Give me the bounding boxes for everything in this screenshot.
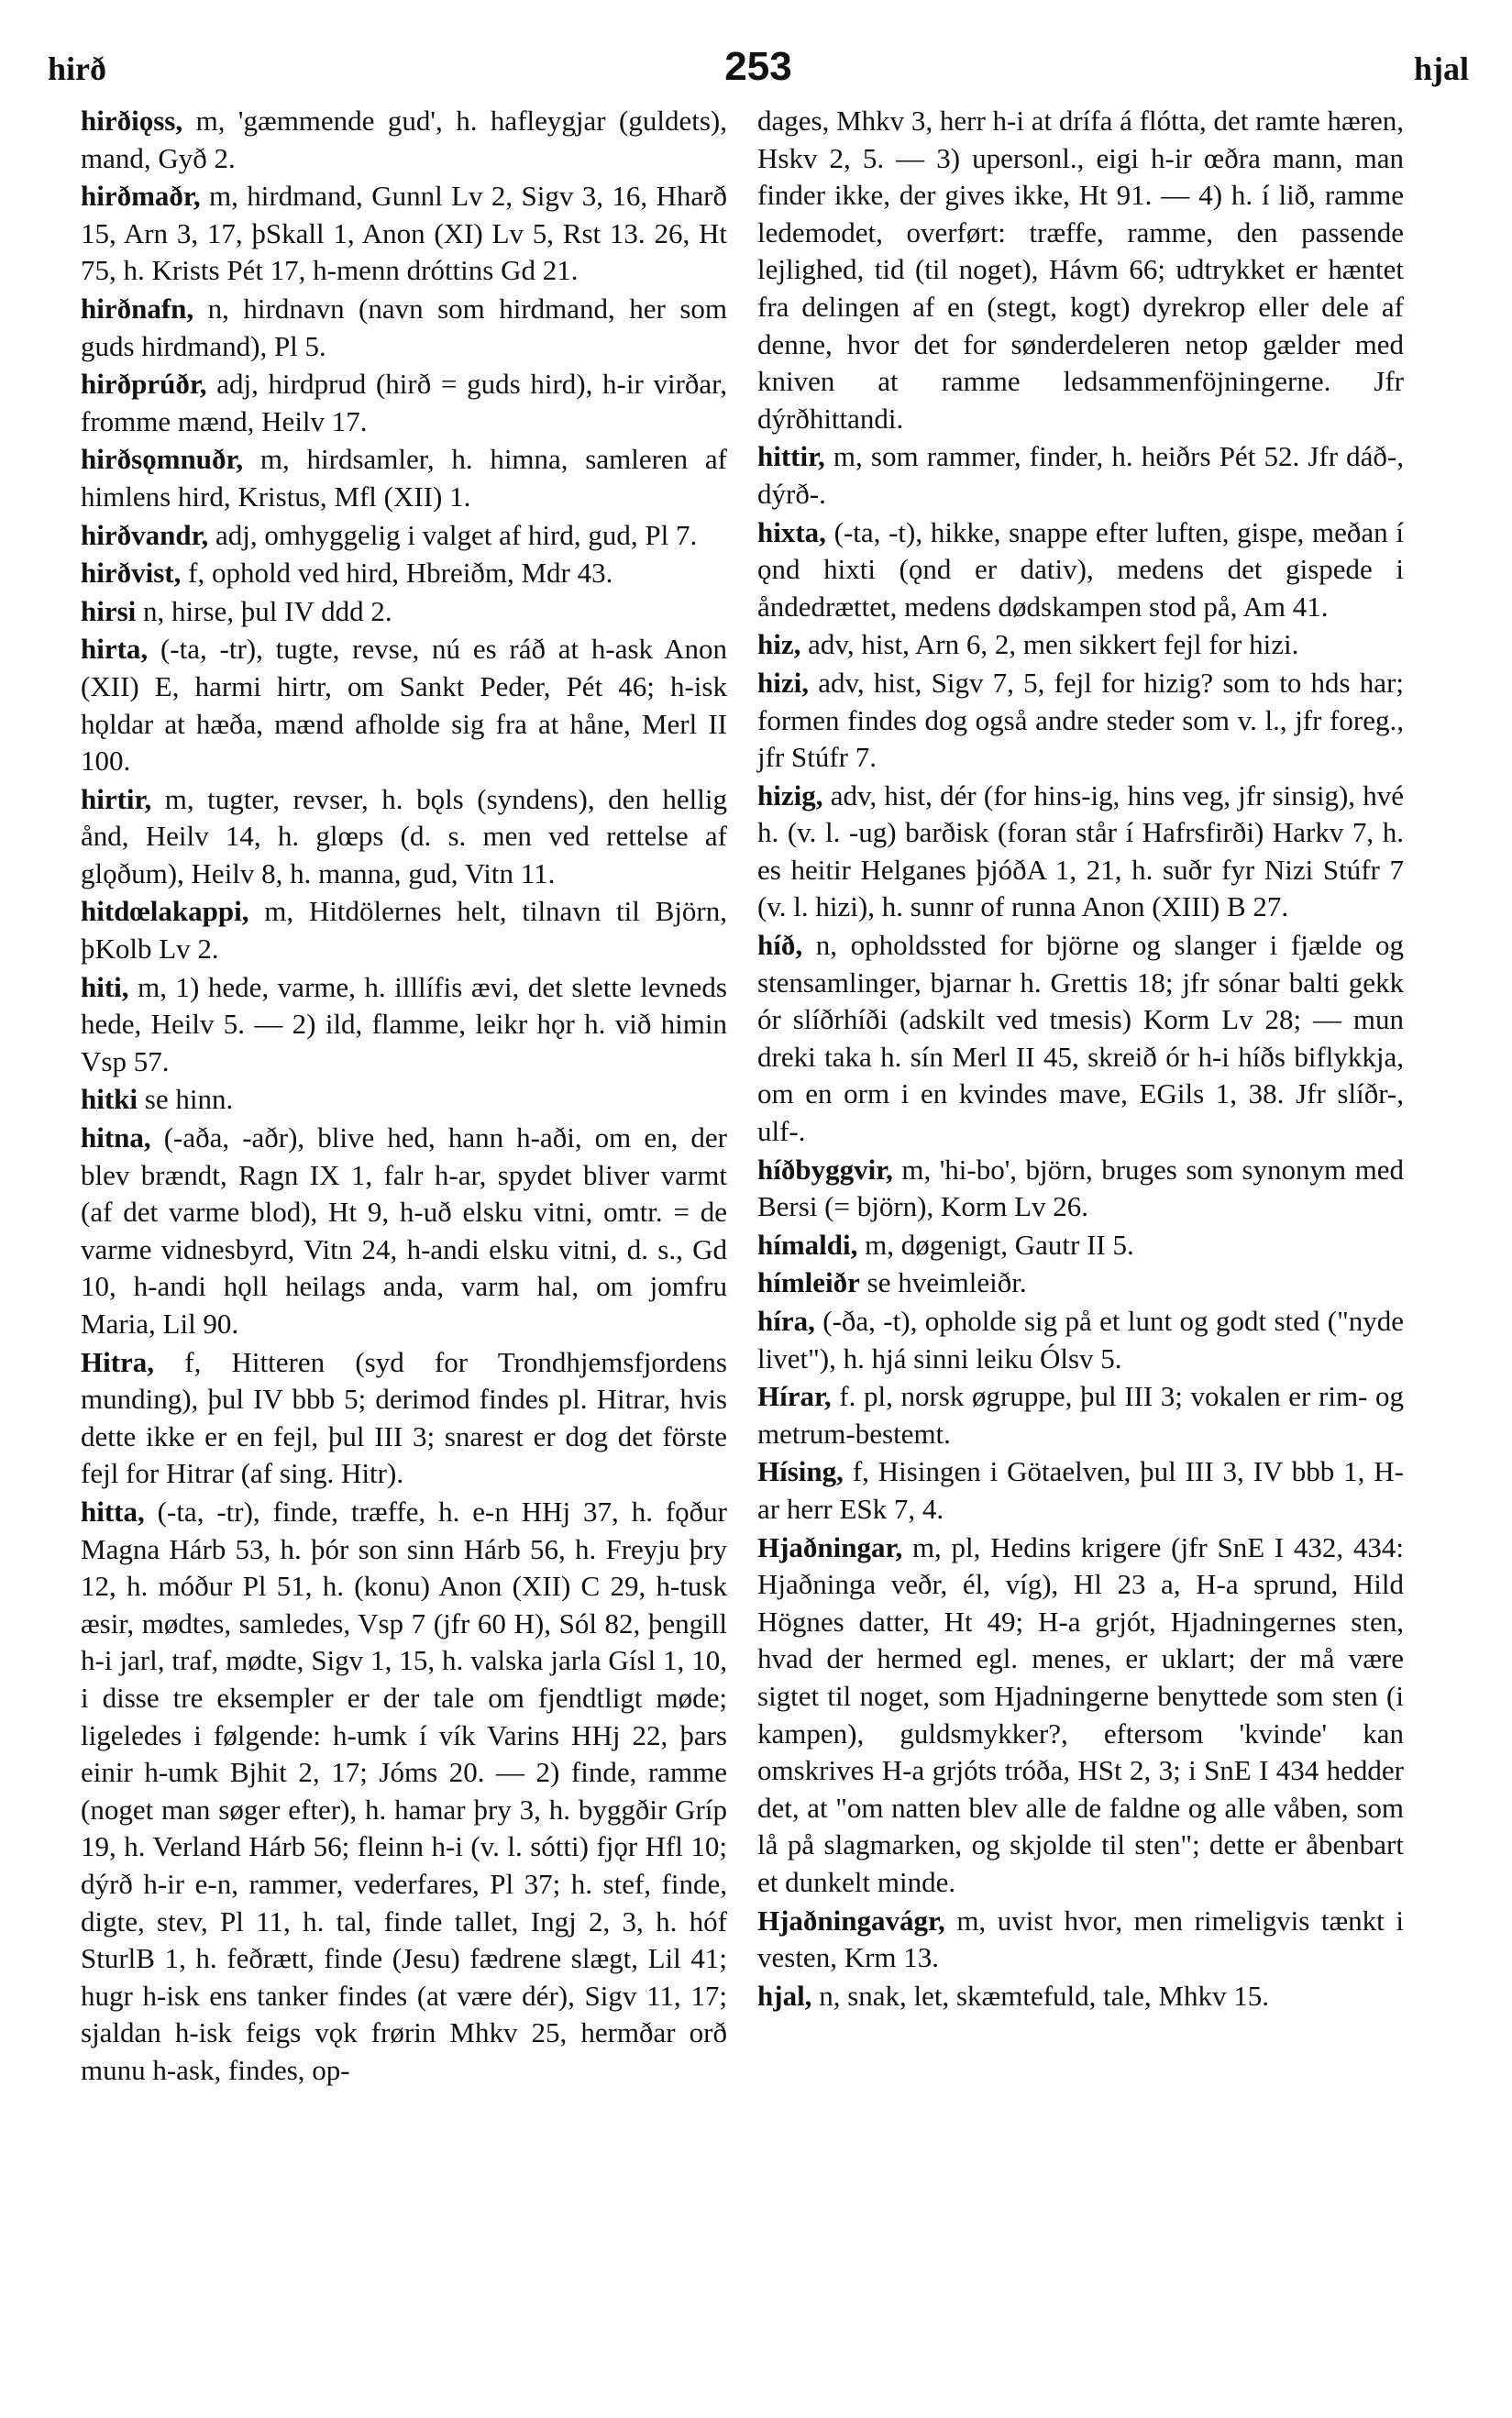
dictionary-entry [757, 103, 1404, 437]
dictionary-entry [757, 665, 1404, 777]
entry-headword: hirðsǫmnuðr, [81, 443, 244, 476]
entry-definition: (-ta, -tr), finde, træffe, h. e-n HHj 37, h. fǫður Magna Hárb 53, h. þór son sinn Hárb 56, h. Freyju þry 12, h. móður Pl 51, h. (konu) Anon (XII) C 29, h-tusk æsir, mødtes, samledes, Vsp 7 (jfr 60 H), Sól 82, þengill h-i jarl, traf, mødte, Sigv 1, 15, h. valska jarla Gísl 1, 10, i disse tre eksempler er der tale om fjendtligt møde; ligeledes i følgende: h-umk í vík Varins HHj 22, þars einir h-umk Bjhit 2, 17; Jóms 20. — 2) finde, ramme (noget man søger efter), h. hamar þry 3, h. byggðir Gríp 19, h. Verland Hárb 56; fleinn h-i (v. l. sótti) fjǫr Hfl 10; dýrð h-ir e-n, rammer, vederfares, Pl 37; h. stef, finde, digte, stev, Pl 11, h. tal, finde tallet, Ingj 2, 3, h. hóf SturlB 1, h. feðrætt, finde (Jesu) fædrene slægt, Lil 41; hugr h-isk ens tanker findes (at være dér), Sigv 11, 17; sjaldan h-isk feigs vǫk frørin Mhkv 25, hermðar orð munu h-ask, findes, op- [81, 1495, 728, 2086]
entry-definition: adj, hirdprud (hirð = guds hird), h-ir virðar, fromme mænd, Heilv 17. [81, 368, 728, 437]
page-header [48, 44, 1469, 90]
entry-headword: hímleiðr [757, 1266, 860, 1299]
dictionary-entry [81, 969, 727, 1081]
dictionary-entry [81, 781, 727, 893]
entry-headword: Hitra, [81, 1345, 155, 1378]
dictionary-entry [81, 893, 727, 967]
entry-definition: m, 1) hede, varme, h. illlífis ævi, det slette levneds hede, Heilv 5. — 2) ild, flamme, leikr hǫr h. við himin Vsp 57. [81, 970, 727, 1077]
entry-headword: hirtir, [81, 782, 152, 815]
dictionary-entry [81, 1494, 727, 2090]
dictionary-entry [757, 1453, 1404, 1528]
entry-definition: adj, omhyggelig i valget af hird, gud, Pl 7. [215, 518, 698, 551]
dictionary-entry [81, 631, 727, 779]
entry-headword: hiz, [757, 628, 801, 661]
entry-headword: hirðvist, [81, 557, 182, 590]
entry-definition: (-ta, -tr), tugte, revse, nú es ráð at h-ask Anon (XII) E, harmi hirtr, om Sankt Peder, Pét 46; h-isk hǫldar at hæða, mænd afholde sig fra at håne, Merl II 100. [81, 633, 728, 778]
entry-headword: hitta, [81, 1495, 145, 1528]
entry-headword: híðbyggvir, [757, 1153, 893, 1186]
entry-definition: m, uvist hvor, men rimeligvis tænkt i vesten, Krm 13. [757, 1904, 1404, 1974]
dictionary-entry [757, 778, 1404, 926]
dictionary-entry [757, 1264, 1404, 1302]
entry-headword: Hjaðningavágr, [757, 1904, 945, 1937]
entry-definition: f. pl, norsk øgruppe, þul III 3; vokalen er rim- og metrum-bestemt. [757, 1380, 1405, 1450]
entry-headword: hirðiǫss, [81, 105, 183, 137]
dictionary-entry [757, 1378, 1404, 1452]
left-column [81, 103, 727, 2090]
entry-definition: m, døgenigt, Gautr II 5. [865, 1228, 1134, 1261]
entry-definition: n, opholdssted for björne og slanger i fjælde og stensamlinger, bjarnar h. Grettis 18; jfr sónar balti gekk ór slíðrhíði (adskilt ved tmesis) Korm Lv 28; — mun dreki taka h. sín Merl II 45, skreið ór h-i híðs biflykkja, om en orm i en kvindes mave, EGils 1, 38. Jfr slíðr-, ulf-. [757, 929, 1404, 1148]
dictionary-entry [757, 514, 1404, 626]
entry-headword: hirðnafn, [81, 292, 194, 325]
dictionary-entry [757, 1903, 1404, 1977]
entry-headword: hittir, [757, 440, 825, 473]
dictionary-entry [757, 438, 1404, 513]
dictionary-entry [81, 555, 727, 592]
entry-definition: m, som rammer, finder, h. heiðrs Pét 52. Jfr dáð-, dýrð-. [757, 440, 1404, 510]
entry-headword: Hírar, [757, 1380, 832, 1413]
entry-headword: hirðprúðr, [81, 368, 207, 401]
entry-headword: hixta, [757, 515, 826, 548]
entry-headword: hizi, [757, 666, 809, 699]
dictionary-entry [757, 1303, 1404, 1377]
entry-definition: m, 'hi-bo', björn, bruges som synonym med Bersi (= björn), Korm Lv 26. [757, 1153, 1405, 1223]
entry-definition: n, hirdnavn (navn som hirdmand, her som guds hirdmand), Pl 5. [81, 292, 728, 362]
dictionary-entry [81, 366, 727, 440]
entry-headword: hizig, [757, 778, 823, 812]
entry-definition: adv, hist, Sigv 7, 5, fejl for hizig? som to hds har; formen findes dog også andre steder som v. l., jfr foreg., jfr Stúfr 7. [757, 666, 1405, 774]
dictionary-entry [81, 291, 727, 365]
entry-headword: hitdœlakappi, [81, 895, 249, 928]
entry-definition: m, tugter, revser, h. bǫls (syndens), den hellig ånd, Heilv 14, h. glœps (d. s. men ved rettelse af glǫðum), Heilv 8, h. manna, gud, Vitn 11. [81, 782, 727, 889]
dictionary-entry [757, 1529, 1404, 1902]
entry-definition: n, hirse, þul IV ddd 2. [143, 594, 392, 627]
dictionary-entry [757, 1152, 1404, 1226]
entry-definition: adv, hist, Arn 6, 2, men sikkert fejl for hizi. [808, 628, 1299, 661]
dictionary-entry [757, 626, 1404, 664]
dictionary-entry [81, 1344, 727, 1493]
entry-headword: Hjaðningar, [757, 1530, 903, 1563]
dictionary-entry [81, 593, 727, 631]
entry-headword: hjal, [757, 1979, 812, 2012]
entry-definition: f, Hisingen i Götaelven, þul III 3, IV bbb 1, H-ar herr ESk 7, 4. [757, 1455, 1404, 1525]
entry-definition: (-ta, -t), hikke, snappe efter luften, gispe, meðan í ǫnd hixti (ǫnd er dativ), medens det gispede i åndedrættet, medens dødskampen stod på, Am 41. [757, 515, 1405, 623]
entry-definition: (-aða, -aðr), blive hed, hann h-aði, om en, der blev brændt, Ragn IX 1, falr h-ar, spydet bliver varmt (af det varme blod), Ht 9, h-uð elsku vitni, omtr. = de varme vidnesbyrd, Vitn 24, h-andi elsku vitni, d. s., Gd 10, h-andi hǫll heilags anda, varm hal, om jomfru Maria, Lil 90. [81, 1121, 727, 1340]
dictionary-entry [757, 1227, 1404, 1264]
entry-definition: dages, Mhkv 3, herr h-i at drífa á flótta, det ramte hæren, Hskv 2, 5. — 3) upersonl., eigi h-ir œðra mann, man finder ikke, der gives ikke, Ht 91. — 4) h. í lið, ramme ledemodet, overført: træffe, ramme, den passende lejlighed, tid (til noget), Hávm 66; udtrykket er hæntet fra delingen af en (stegt, kogt) dyrekrop eller dele af denne, hvor det for sønderdeleren netop gælder med kniven at ramme ledsammenföjningerne. Jfr dýrðhittandi. [757, 105, 1405, 435]
entry-definition: n, snak, let, skæmtefuld, tale, Mhkv 15. [819, 1979, 1269, 2012]
entry-definition: m, Hitdölernes helt, tilnavn til Björn, þKolb Lv 2. [81, 895, 728, 966]
entry-definition: m, hirdsamler, h. himna, samleren af himlens hird, Kristus, Mfl (XII) 1. [81, 443, 728, 513]
entry-headword: hiti, [81, 970, 129, 1003]
entry-definition: f, ophold ved hird, Hbreiðm, Mdr 43. [188, 557, 613, 590]
entry-headword: hirðmaðr, [81, 180, 201, 213]
entry-definition: se hinn. [144, 1083, 234, 1116]
dictionary-entry [757, 1978, 1404, 2015]
dictionary-entry [757, 927, 1404, 1151]
entry-headword: hirðvandr, [81, 518, 209, 551]
guide-word-left: hirð [48, 50, 107, 87]
dictionary-entry [81, 103, 727, 177]
right-column [757, 103, 1404, 2015]
entry-headword: hitki [81, 1083, 138, 1116]
entry-definition: f, Hitteren (syd for Trondhjemsfjordens munding), þul IV bbb 5; derimod findes pl. Hitrar, hvis dette ikke er en fejl, þul III 3; snarest er dog det förste fejl for Hitrar (af sing. Hitr). [81, 1345, 727, 1490]
entry-headword: hitna, [81, 1121, 151, 1154]
entry-definition: m, 'gæmmende gud', h. hafleygjar (guldets), mand, Gyð 2. [81, 105, 728, 174]
entry-definition: se hveimleiðr. [866, 1266, 1027, 1299]
page-number: 253 [724, 44, 792, 89]
dictionary-entry [81, 441, 727, 515]
guide-word-right: hjal [1413, 50, 1469, 87]
entry-headword: híð, [757, 929, 803, 962]
dictionary-entry [81, 178, 727, 290]
entry-headword: hirsi [81, 594, 137, 627]
entry-definition: m, hirdmand, Gunnl Lv 2, Sigv 3, 16, Hharð 15, Arn 3, 17, þSkall 1, Anon (XI) Lv 5, Rst 13. 26, Ht 75, h. Krists Pét 17, h-menn dróttins Gd 21. [81, 180, 727, 287]
entry-headword: hirta, [81, 633, 149, 666]
entry-headword: hímaldi, [757, 1228, 858, 1261]
entry-headword: Hísing, [757, 1455, 844, 1488]
dictionary-entry [81, 517, 727, 555]
entry-definition: adv, hist, dér (for hins-ig, hins veg, jfr sinsig), hvé h. (v. l. -ug) barðisk (foran står í Hafrsfirði) Harkv 7, h. es heitir Helganes þjóðA 1, 21, h. suðr fyr Nizi Stúfr 7 (v. l. hizi), h. sunnr of runna Anon (XIII) B 27. [757, 778, 1404, 923]
entry-definition: (-ða, -t), opholde sig på et lunt og godt sted ("nyde livet"), h. hjá sinni leiku Ólsv 5. [757, 1305, 1404, 1375]
entry-headword: híra, [757, 1305, 815, 1337]
dictionary-entry [81, 1120, 727, 1343]
entry-definition: m, pl, Hedins krigere (jfr SnE I 432, 434: Hjaðninga veðr, él, víg), Hl 23 a, H-a sprund, Hild Högnes datter, Ht 49; H-a grjót, Hjadningernes sten, hvad der hermed egl. menes, er uklart; der må være sigtet til noget, som Hjadningerne benyttede som sten (i kampen), guldsmykker?, eftersom 'kvinde' kan omskrives H-a grjóts tróða, HSt 2, 3; i SnE I 434 hedder det, at "om natten blev alle de faldne og alle våben, som lå på slagmarken, og skjolde til sten"; dette er åbenbart et dunkelt minde. [757, 1530, 1405, 1898]
dictionary-entry [81, 1081, 727, 1119]
